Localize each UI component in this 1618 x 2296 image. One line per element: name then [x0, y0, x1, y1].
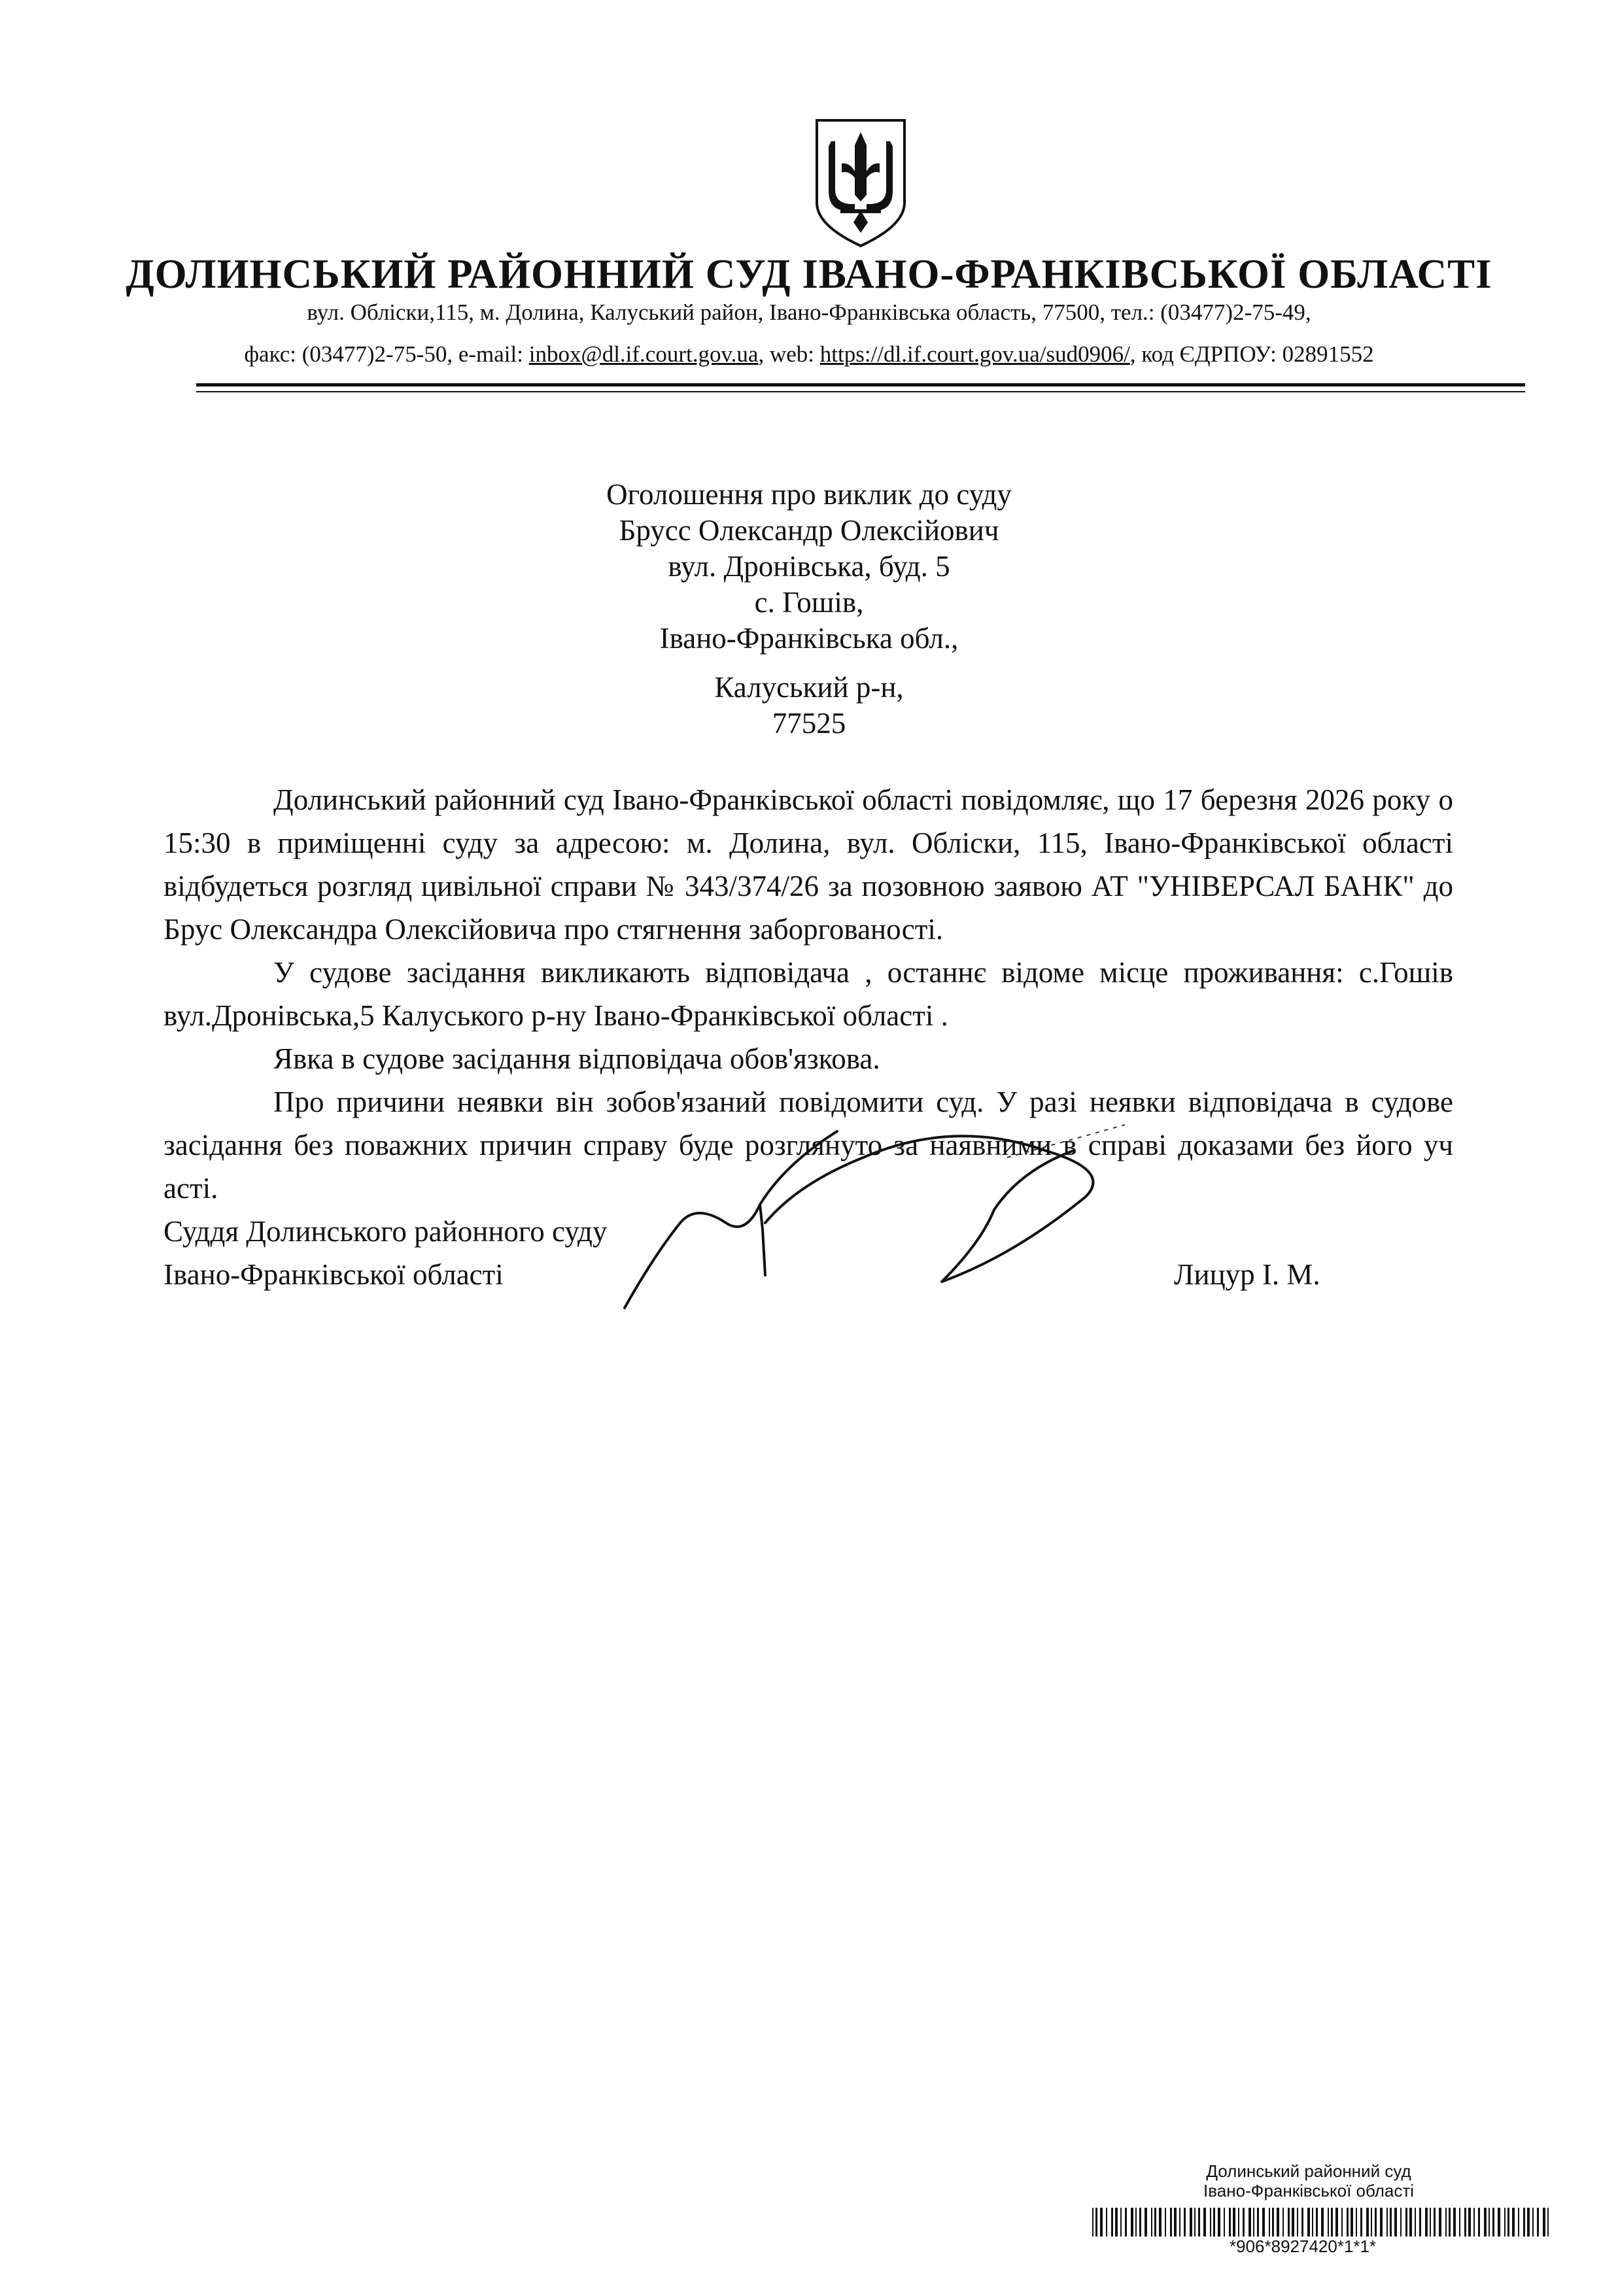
paragraph-hearing: Долинський районний суд Івано-Франківської області повідомляє, що 17 березня 2026 року о 15:30 в приміщенні суду за адресою: м. Долина, вул. Обліски, 115, Івано-Франківської області відбудеться розгляд цивільної справи № 343/374/26 за позовною заявою АТ "УНІВЕРСАЛ БАНК" до Брус Олександра Олексійовича про стягнення заборгованості. — [164, 783, 1453, 946]
header-divider-thick — [196, 383, 1525, 386]
fax-label: факс: (03477)2-75-50, e-mail: — [244, 341, 529, 367]
notice-heading: Оголошення про виклик до суду — [606, 478, 1012, 511]
court-address: вул. Обліски,115, м. Долина, Калуський район, Івано-Франківська область, 77500, тел.: (03477)2-75-49, — [307, 300, 1311, 325]
recipient-street: вул. Дронівська, буд. 5 — [668, 550, 950, 583]
paragraph-attendance: Явка в судове засідання відповідача обов'язкова. — [273, 1042, 880, 1075]
handwritten-signature-icon — [589, 1112, 1164, 1334]
trident-emblem-icon — [812, 118, 910, 248]
judge-title-line-2: Івано-Франківської області — [164, 1258, 504, 1291]
recipient-postcode: 77525 — [772, 707, 846, 740]
barcode-number: *906*8927420*1*1* — [1230, 2236, 1377, 2256]
web-link[interactable]: https://dl.if.court.gov.ua/sud0906/ — [819, 341, 1130, 367]
barcode-icon — [1092, 2208, 1550, 2236]
recipient-name: Брусс Олександр Олексійович — [619, 514, 999, 547]
email-link[interactable]: inbox@dl.if.court.gov.ua — [528, 341, 759, 367]
court-stamp — [1203, 2161, 1414, 2201]
judge-title — [164, 1210, 607, 1296]
recipient-village: с. Гошів, — [754, 586, 864, 619]
stamp-line-2: Івано-Франківської області — [1203, 2181, 1415, 2201]
judge-name: Лицур І. М. — [1174, 1258, 1320, 1291]
court-contacts — [0, 341, 1618, 368]
court-name: ДОЛИНСЬКИЙ РАЙОННИЙ СУД ІВАНО-ФРАНКІВСЬКОЇ ОБЛАСТІ — [126, 251, 1492, 297]
recipient-district: Калуський р-н, — [714, 671, 904, 704]
paragraph-absence: Про причини неявки він зобов'язаний повідомити суд. У разі неявки відповідача в судове засідання без поважних причин справу буде розглянуто за наявними в справі доказами без його уч асті. — [164, 1086, 1453, 1205]
web-label: , web: — [758, 341, 820, 367]
recipient-region: Івано-Франківська обл., — [659, 622, 959, 655]
edrpou-code: , код ЄДРПОУ: 02891552 — [1129, 341, 1374, 367]
paragraph-summons: У судове засідання викликають відповідача , останнє відоме місце проживання: с.Гошів вул.Дронівська,5 Калуського р-ну Івано-Франківської області . — [164, 956, 1453, 1032]
judge-title-line-1: Суддя Долинського районного суду — [164, 1215, 608, 1248]
stamp-line-1: Долинський районний суд — [1206, 2161, 1411, 2181]
header-divider-thin — [196, 391, 1525, 392]
